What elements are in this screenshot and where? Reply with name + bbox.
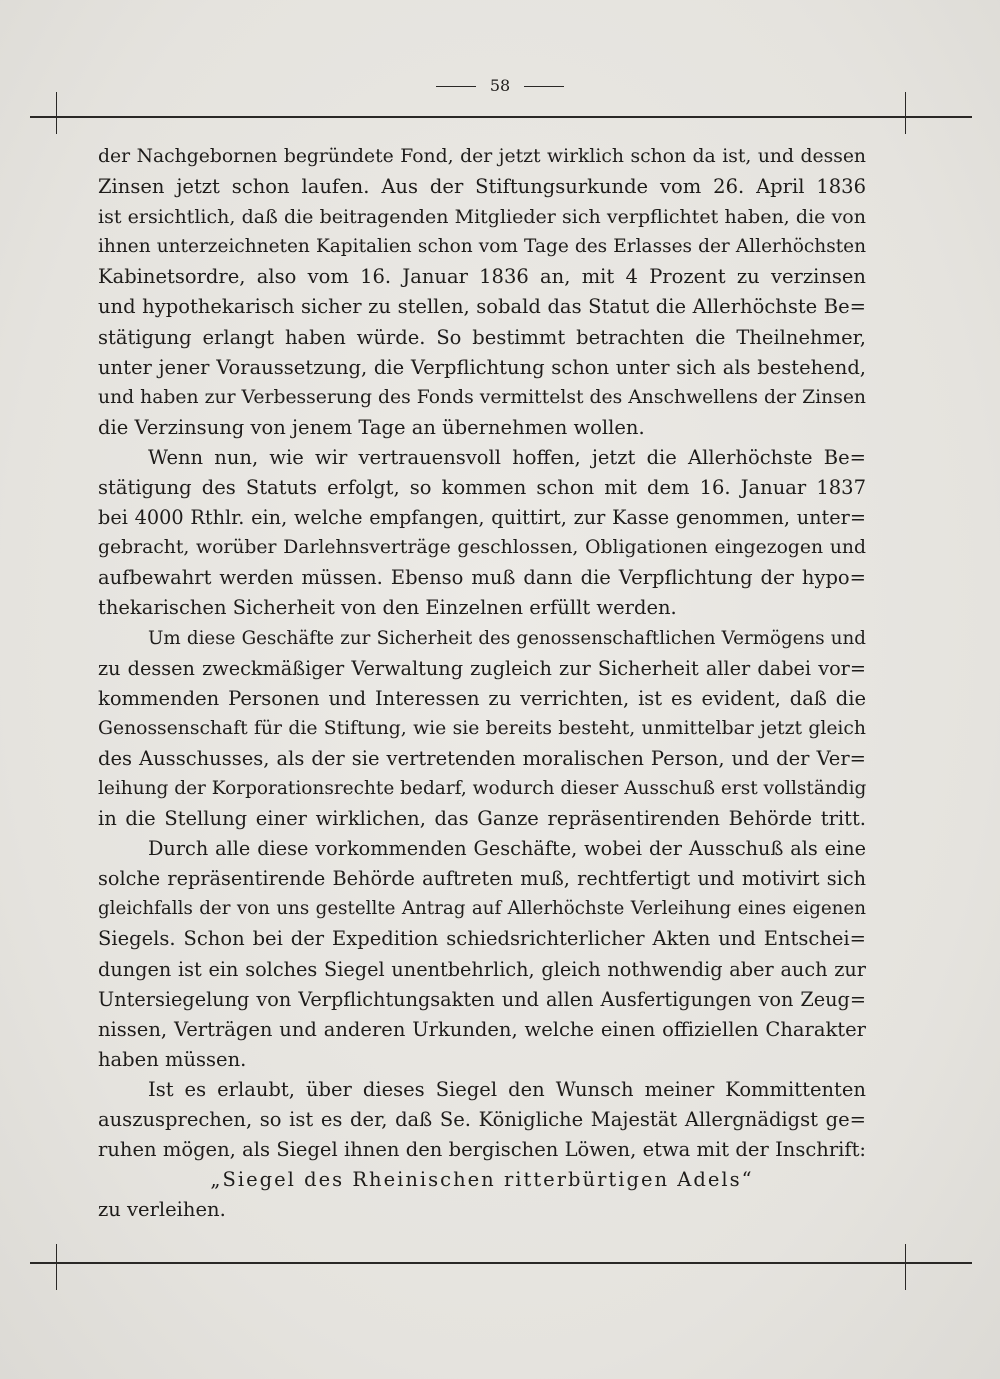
text-line: aufbewahrt werden müssen. Ebenso muß dann die Verpflichtung der hypo= xyxy=(98,566,866,590)
text-line: Kabinetsordre, also vom 16. Januar 1836 an, mit 4 Prozent zu verzinsen xyxy=(98,265,866,289)
bottom-rule xyxy=(30,1262,972,1264)
text-line: solche repräsentirende Behörde auftreten muß, rechtfertigt und motivirt sich xyxy=(98,867,866,891)
text-line: zu verleihen. xyxy=(98,1198,226,1222)
text-line: bei 4000 Rthlr. ein, welche empfangen, quittirt, zur Kasse genommen, unter= xyxy=(98,506,866,530)
text-line: Um diese Geschäfte zur Sicherheit des genossenschaftlichen Vermögens und xyxy=(148,627,866,649)
text-line: Zinsen jetzt schon laufen. Aus der Stiftungsurkunde vom 26. April 1836 xyxy=(98,175,866,199)
text-line: haben müssen. xyxy=(98,1047,247,1071)
text-line: Genossenschaft für die Stiftung, wie sie bereits besteht, unmittelbar jetzt gleich xyxy=(98,717,866,739)
text-line: stätigung erlangt haben würde. So bestimmt betrachten die Theilnehmer, xyxy=(98,325,866,349)
text-line: kommenden Personen und Interessen zu verrichten, ist es evident, daß die xyxy=(98,686,866,710)
body-text xyxy=(98,142,866,1225)
inscription-line: „Siegel des Rheinischen ritterbürtigen Adels“ xyxy=(210,1168,754,1192)
page-number: 58 xyxy=(489,76,511,95)
text-line: ihnen unterzeichneten Kapitalien schon vom Tage des Erlasses der Allerhöchsten xyxy=(98,236,866,258)
top-rule-left-tick xyxy=(56,92,57,134)
text-line: und hypothekarisch sicher zu stellen, sobald das Statut die Allerhöchste Be= xyxy=(98,295,866,319)
text-line: des Ausschusses, als der sie vertretenden moralischen Person, und der Ver= xyxy=(98,746,866,770)
text-line: dungen ist ein solches Siegel unentbehrlich, gleich nothwendig aber auch zur xyxy=(98,957,866,981)
top-rule xyxy=(30,116,972,118)
text-line: ist ersichtlich, daß die beitragenden Mitglieder sich verpflichtet haben, die von xyxy=(98,206,866,229)
text-line: unter jener Voraussetzung, die Verpflichtung schon unter sich als bestehend, xyxy=(98,355,866,379)
text-line: die Verzinsung von jenem Tage an übernehmen wollen. xyxy=(98,415,645,439)
text-line: auszusprechen, so ist es der, daß Se. Königliche Majestät Allergnädigst ge= xyxy=(98,1108,866,1131)
bottom-rule-left-tick xyxy=(56,1244,57,1290)
text-line: Siegels. Schon bei der Expedition schiedsrichterlicher Akten und Entschei= xyxy=(98,927,866,951)
text-line: stätigung des Statuts erfolgt, so kommen schon mit dem 16. Januar 1837 xyxy=(98,476,866,500)
page-number-header xyxy=(0,76,1000,95)
top-rule-right-tick xyxy=(905,92,906,134)
text-line: der Nachgebornen begründete Fond, der jetzt wirklich schon da ist, und dessen xyxy=(98,146,866,167)
text-line: Durch alle diese vorkommenden Geschäfte, wobei der Ausschuß als eine xyxy=(148,837,866,861)
text-line: leihung der Korporationsrechte bedarf, wodurch dieser Ausschuß erst vollständig xyxy=(98,777,866,799)
text-line: in die Stellung einer wirklichen, das Ganze repräsentirenden Behörde tritt. xyxy=(98,807,866,831)
text-line: gebracht, worüber Darlehnsverträge geschlossen, Obligationen eingezogen und xyxy=(98,537,866,559)
text-line: thekarischen Sicherheit von den Einzelnen erfüllt werden. xyxy=(98,596,677,620)
text-line: Wenn nun, wie wir vertrauensvoll hoffen, jetzt die Allerhöchste Be= xyxy=(148,445,866,469)
text-line: gleichfalls der von uns gestellte Antrag auf Allerhöchste Verleihung eines eigenen xyxy=(98,898,866,920)
text-line: Untersiegelung von Verpflichtungsakten und allen Ausfertigungen von Zeug= xyxy=(98,987,866,1011)
bottom-rule-right-tick xyxy=(905,1244,906,1290)
folio-dash-left xyxy=(436,86,476,87)
text-line: zu dessen zweckmäßiger Verwaltung zugleich zur Sicherheit aller dabei vor= xyxy=(98,656,866,680)
text-line: und haben zur Verbesserung des Fonds vermittelst des Anschwellens der Zinsen xyxy=(98,386,866,408)
text-line: Ist es erlaubt, über dieses Siegel den Wunsch meiner Kommittenten xyxy=(148,1077,866,1101)
text-line: nissen, Verträgen und anderen Urkunden, welche einen offiziellen Charakter xyxy=(98,1017,866,1041)
folio-dash-right xyxy=(524,86,564,87)
text-line: ruhen mögen, als Siegel ihnen den bergischen Löwen, etwa mit der Inschrift: xyxy=(98,1138,866,1162)
